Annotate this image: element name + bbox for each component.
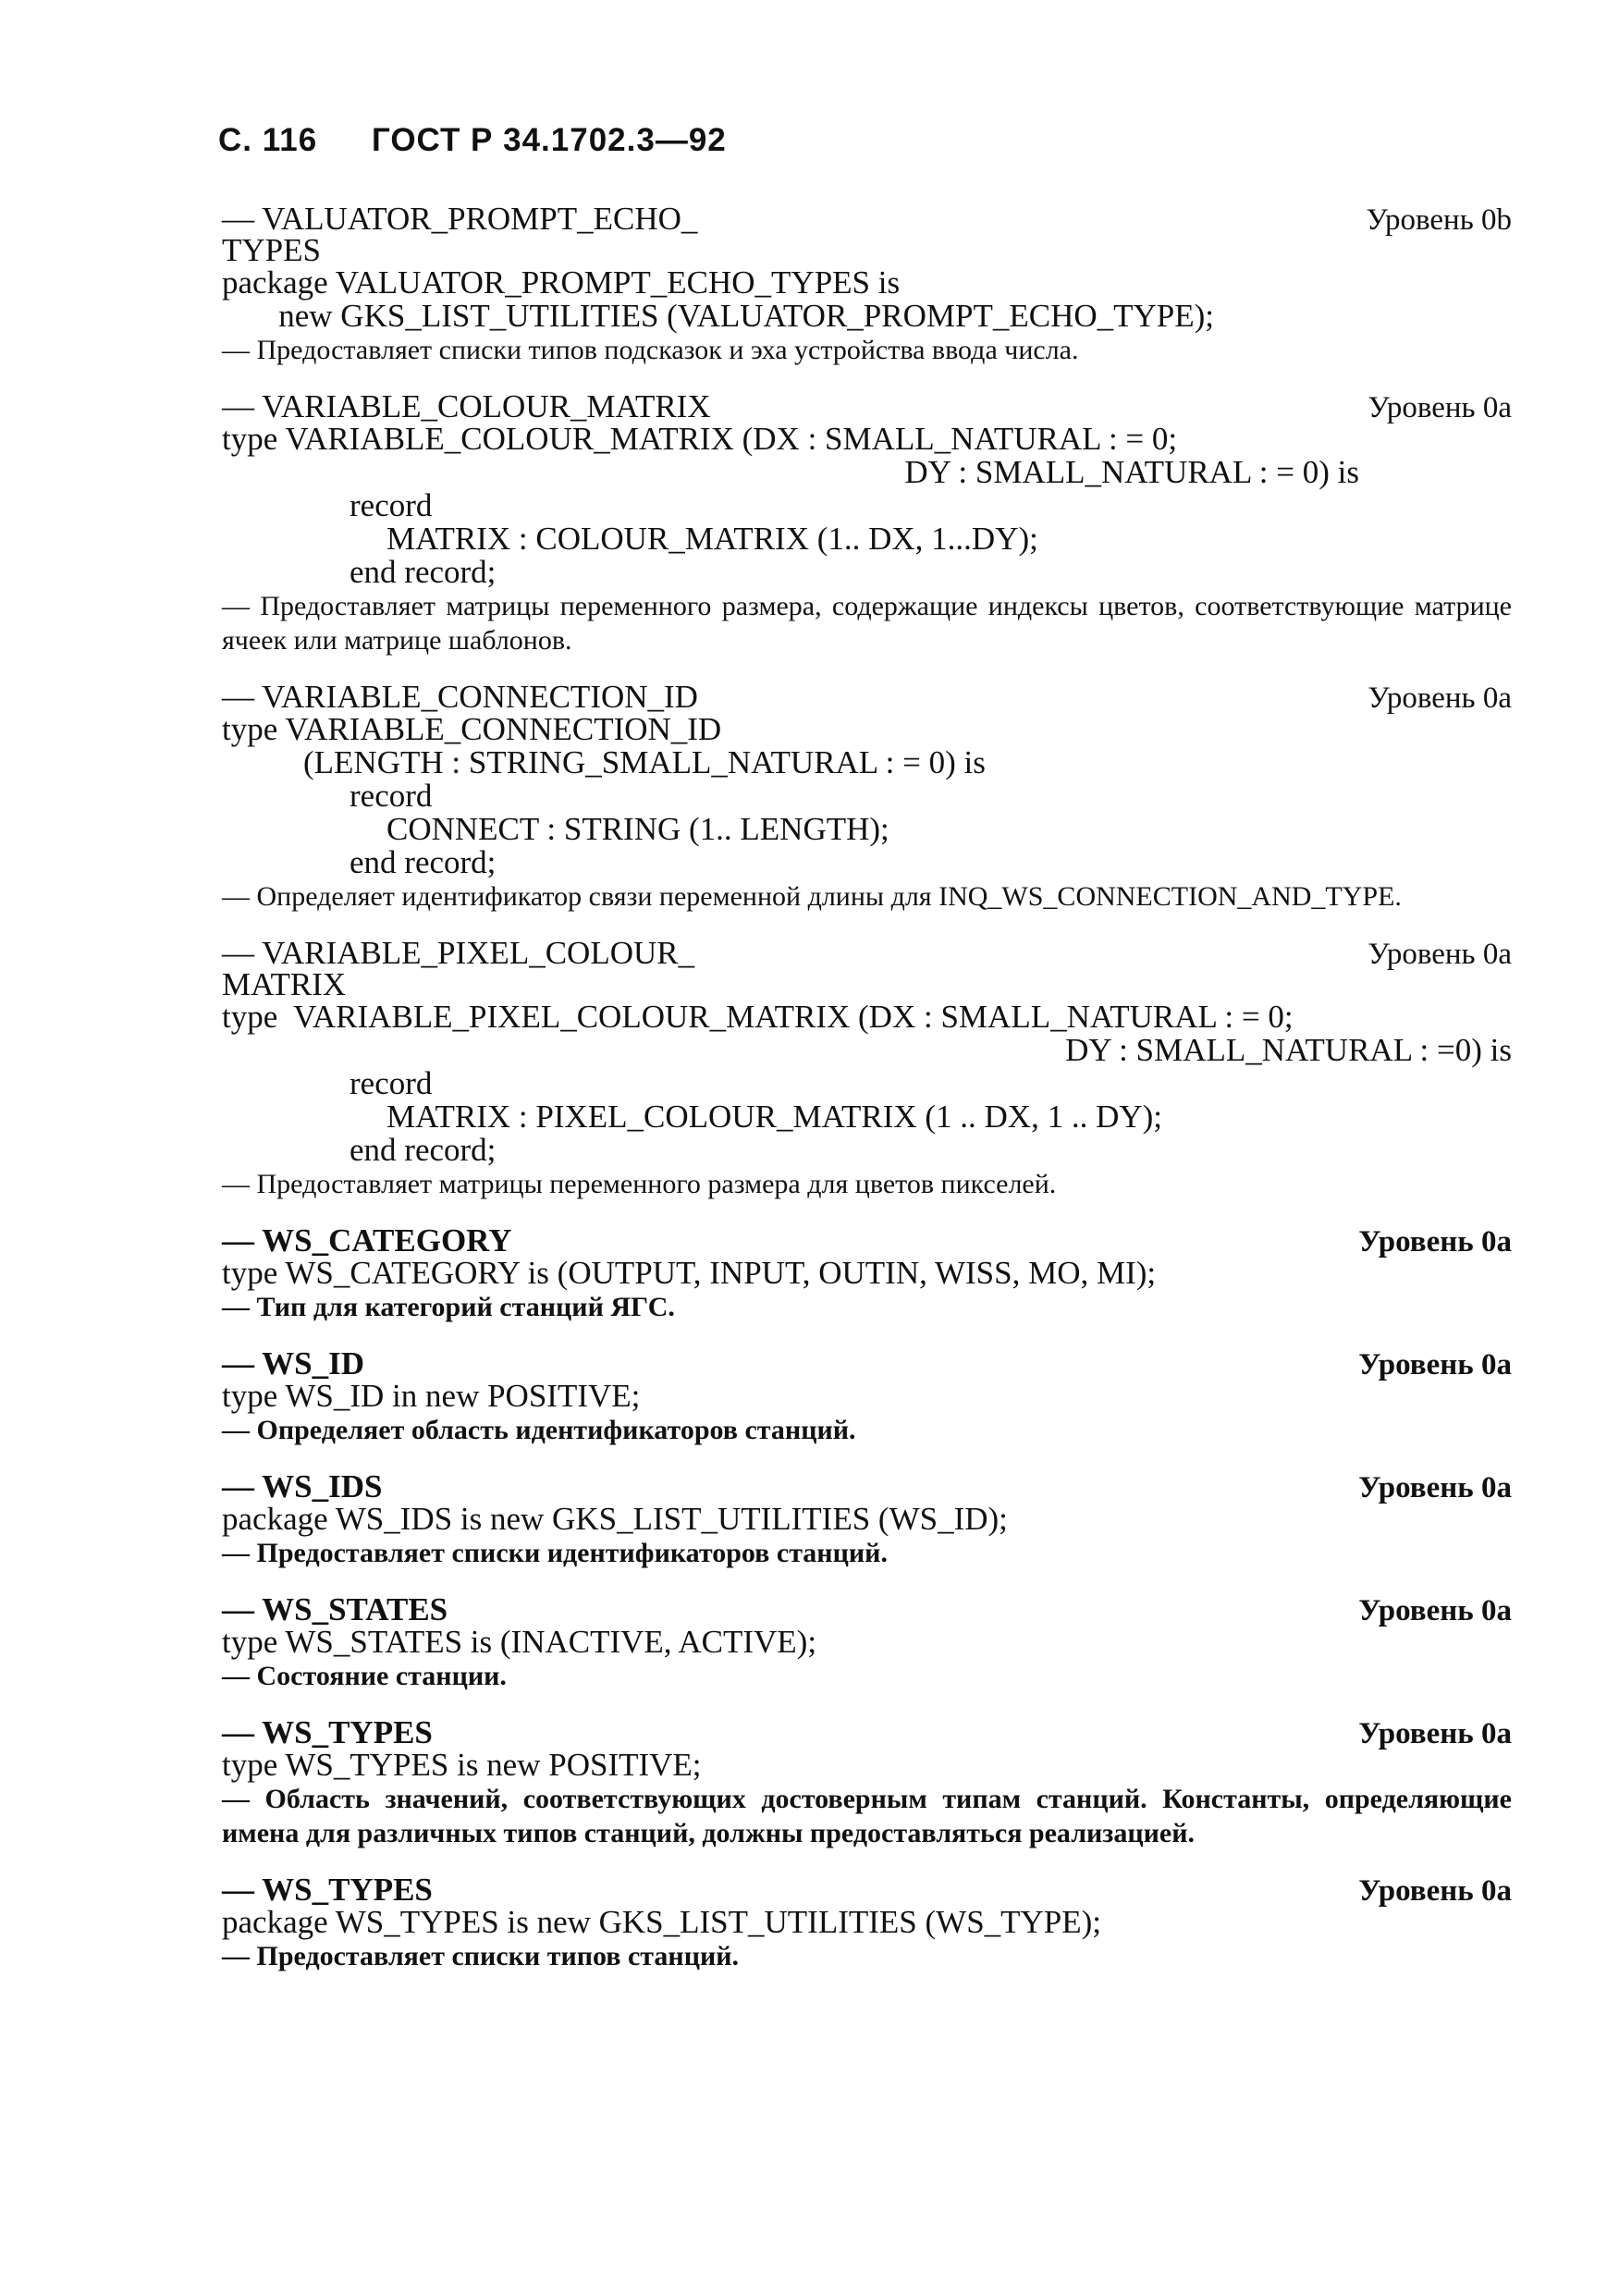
entry-level: Уровень 0a [1368, 681, 1512, 715]
entry-level: Уровень 0a [1358, 1717, 1512, 1750]
entry-description: — Предоставляет матрицы переменного размера, содержащие индексы цветов, соответствующие матрице ячеек или матрице шаблонов. [222, 591, 1512, 656]
entry-description: — Область значений, соответствующих достоверным типам станций. Константы, определяющие имена для различных типов станций, должны предоставляться реализацией. [222, 1784, 1512, 1848]
code-line: record [350, 1065, 433, 1101]
entry-title: — WS_IDS [222, 1468, 383, 1504]
code-line: type VARIABLE_CONNECTION_ID [222, 711, 722, 747]
code-line: type WS_TYPES is new POSITIVE; [222, 1747, 702, 1783]
code-line: record [350, 487, 433, 523]
code-line: end record; [350, 1132, 497, 1168]
entry-variable-connection-id [222, 681, 1512, 914]
page-number: С. 116 [218, 122, 318, 158]
entry-title: — VARIABLE_COLOUR_MATRIX [222, 388, 711, 424]
entry-variable-pixel-colour-matrix [222, 935, 1512, 1201]
entry-level: Уровень 0a [1358, 1594, 1512, 1627]
entry-level: Уровень 0a [1358, 1874, 1512, 1908]
code-line: (LENGTH : STRING_SMALL_NATURAL : = 0) is [303, 744, 986, 780]
entry-title: — WS_ID [222, 1345, 364, 1381]
code-line: CONNECT : STRING (1.. LENGTH); [386, 811, 889, 847]
code-line: DY : SMALL_NATURAL : =0) is [1065, 1032, 1512, 1068]
entry-description: — Предоставляет матрицы переменного размера для цветов пикселей. [222, 1169, 1057, 1199]
entry-variable-colour-matrix [222, 388, 1512, 657]
entry-title: — WS_STATES [222, 1591, 448, 1627]
entry-level: Уровень 0a [1358, 1348, 1512, 1381]
entry-title: — WS_TYPES [222, 1714, 433, 1750]
entry-title: — VARIABLE_PIXEL_COLOUR_ MATRIX [222, 935, 695, 1002]
entry-description: — Определяет идентификатор связи переменной длины для INQ_WS_CONNECTION_AND_TYPE. [222, 881, 1402, 912]
code-line: package WS_IDS is new GKS_LIST_UTILITIES (WS_ID); [222, 1501, 1008, 1537]
code-line: DY : SMALL_NATURAL : = 0) is [904, 454, 1359, 490]
code-line: end record; [350, 844, 497, 880]
code-line: record [350, 778, 433, 814]
entry-valuator-prompt-echo-types [222, 203, 1512, 367]
entry-ws-types-package [222, 1874, 1512, 1973]
entry-title: — VALUATOR_PROMPT_ECHO_ TYPES [222, 201, 698, 268]
entry-level: Уровень 0a [1368, 938, 1512, 971]
code-line: type WS_STATES is (INACTIVE, ACTIVE); [222, 1624, 817, 1660]
entry-level: Уровень 0b [1366, 203, 1512, 237]
entry-description: — Предоставляет списки идентификаторов станций. [222, 1538, 888, 1568]
entry-description: — Состояние станции. [222, 1661, 507, 1691]
entry-title: — WS_TYPES [222, 1872, 433, 1908]
entry-level: Уровень 0a [1368, 391, 1512, 424]
code-line: package WS_TYPES is new GKS_LIST_UTILITIES (WS_TYPE); [222, 1904, 1102, 1940]
code-line: MATRIX : COLOUR_MATRIX (1.. DX, 1...DY); [386, 521, 1038, 557]
entry-ws-id [222, 1345, 1512, 1447]
entry-description: — Предоставляет списки типов станций. [222, 1941, 740, 1971]
code-line: end record; [350, 554, 497, 590]
entry-ws-category [222, 1222, 1512, 1324]
code-line: new GKS_LIST_UTILITIES (VALUATOR_PROMPT_ECHO_TYPE); [222, 298, 1215, 334]
entry-description: — Предоставляет списки типов подсказок и эха устройства ввода числа. [222, 335, 1079, 365]
entry-ws-states [222, 1591, 1512, 1693]
entry-level: Уровень 0a [1358, 1471, 1512, 1504]
entry-ws-ids [222, 1468, 1512, 1570]
entry-ws-types [222, 1714, 1512, 1850]
code-line: MATRIX : PIXEL_COLOUR_MATRIX (1 .. DX, 1 .. DY); [386, 1099, 1163, 1135]
code-line: type VARIABLE_PIXEL_COLOUR_MATRIX (DX : SMALL_NATURAL : = 0; [222, 999, 1294, 1035]
entry-description: — Определяет область идентификаторов станций. [222, 1415, 856, 1445]
entries-list [222, 203, 1512, 1997]
page-header [218, 122, 727, 159]
entry-title: — WS_CATEGORY [222, 1222, 512, 1259]
code-line: package VALUATOR_PROMPT_ECHO_TYPES is [222, 264, 901, 301]
code-line: type WS_ID in new POSITIVE; [222, 1378, 641, 1414]
code-line: type WS_CATEGORY is (OUTPUT, INPUT, OUTIN, WISS, MO, MI); [222, 1255, 1157, 1291]
document-code: ГОСТ Р 34.1702.3—92 [371, 122, 727, 158]
code-line: type VARIABLE_COLOUR_MATRIX (DX : SMALL_NATURAL : = 0; [222, 421, 1178, 457]
entry-level: Уровень 0a [1358, 1225, 1512, 1259]
entry-description: — Тип для категорий станций ЯГС. [222, 1292, 675, 1322]
entry-title: — VARIABLE_CONNECTION_ID [222, 679, 698, 715]
